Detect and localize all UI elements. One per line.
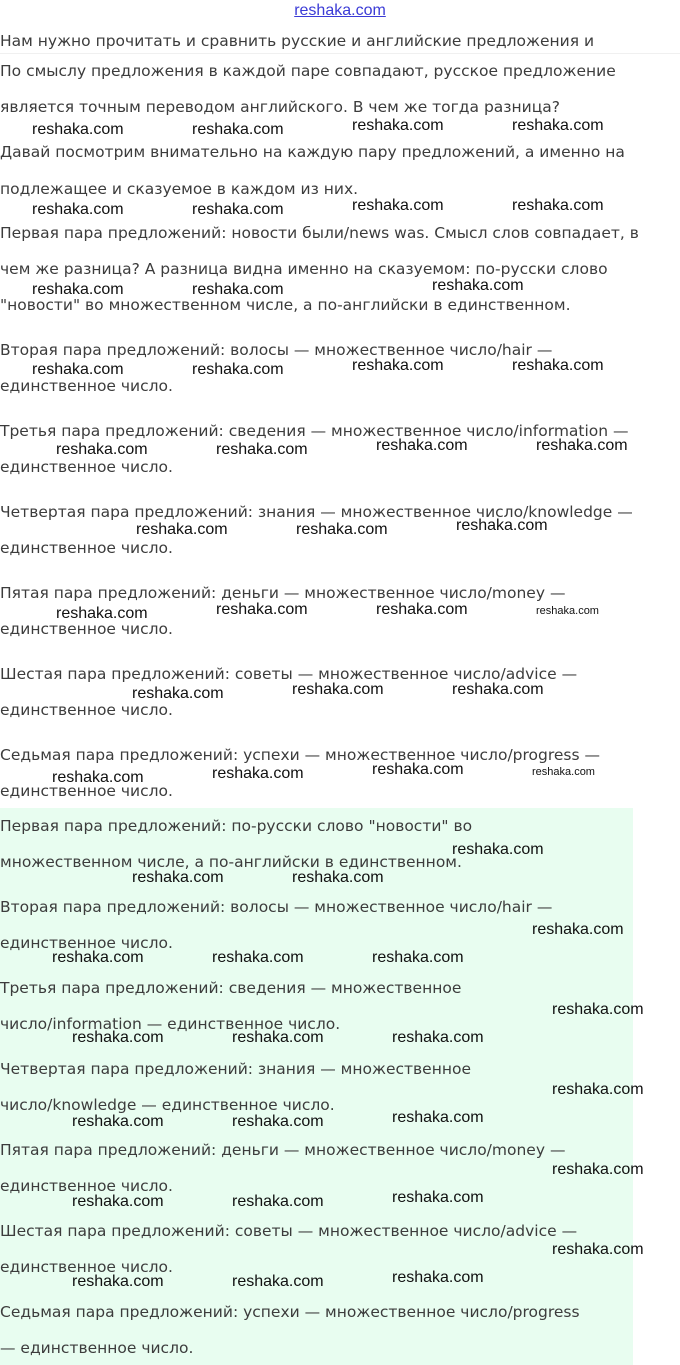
explanation-line: чем же разница? А разница видна именно на сказуемом: по-русски слово [0, 260, 608, 278]
watermark: reshaka.com [72, 1029, 164, 1046]
watermark: reshaka.com [536, 605, 599, 617]
answer-line: Четвертая пара предложений: знания — множественное [0, 1060, 472, 1078]
watermark: reshaka.com [32, 201, 124, 218]
watermark: reshaka.com [32, 281, 124, 298]
watermark: reshaka.com [376, 601, 468, 618]
watermark: reshaka.com [232, 1029, 324, 1046]
watermark: reshaka.com [292, 869, 384, 886]
watermark: reshaka.com [132, 869, 224, 886]
watermark: reshaka.com [52, 949, 144, 966]
watermark: reshaka.com [512, 117, 604, 134]
watermark: reshaka.com [192, 281, 284, 298]
watermark: reshaka.com [72, 1193, 164, 1210]
answer-line: множественном числе, а по-английски в единственном. [0, 853, 462, 871]
watermark: reshaka.com [432, 277, 524, 294]
watermark: reshaka.com [32, 361, 124, 378]
watermark: reshaka.com [212, 765, 304, 782]
watermark: reshaka.com [536, 437, 628, 454]
answer-line: Шестая пара предложений: советы — множественное число/advice — [0, 1222, 578, 1240]
watermark: reshaka.com [392, 1029, 484, 1046]
watermark: reshaka.com [292, 681, 384, 698]
watermark: reshaka.com [512, 357, 604, 374]
watermark: reshaka.com [72, 1113, 164, 1130]
pair-line: Третья пара предложений: сведения — множественное число/information — [0, 422, 629, 440]
watermark: reshaka.com [232, 1193, 324, 1210]
watermark: reshaka.com [56, 441, 148, 458]
explanation-line: Нам нужно прочитать и сравнить русские и английские предложения и [0, 32, 595, 50]
pair-line: единственное число. [0, 377, 173, 395]
watermark: reshaka.com [56, 605, 148, 622]
watermark: reshaka.com [372, 761, 464, 778]
watermark: reshaka.com [32, 121, 124, 138]
watermark: reshaka.com [216, 441, 308, 458]
answer-line: — единственное число. [0, 1339, 194, 1357]
watermark: reshaka.com [552, 1241, 644, 1258]
pair-line: Шестая пара предложений: советы — множественное число/advice — [0, 665, 578, 683]
answer-line: Вторая пара предложений: волосы — множественное число/hair — [0, 898, 553, 916]
watermark: reshaka.com [352, 197, 444, 214]
watermark: reshaka.com [296, 521, 388, 538]
explanation-line: является точным переводом английского. В чем же тогда разница? [0, 98, 561, 116]
watermark: reshaka.com [376, 437, 468, 454]
answer-line: Седьмая пара предложений: успехи — множественное число/progress [0, 1303, 580, 1321]
answer-line: единственное число. [0, 1177, 173, 1195]
watermark: reshaka.com [392, 1109, 484, 1126]
answer-line: Пятая пара предложений: деньги — множественное число/money — [0, 1141, 566, 1159]
watermark: reshaka.com [352, 357, 444, 374]
watermark: reshaka.com [512, 197, 604, 214]
watermark: reshaka.com [452, 681, 544, 698]
explanation-line: "новости" во множественном числе, а по-английски в единственном. [0, 296, 571, 314]
watermark: reshaka.com [232, 1273, 324, 1290]
watermark: reshaka.com [532, 766, 595, 778]
watermark: reshaka.com [136, 521, 228, 538]
watermark: reshaka.com [552, 1081, 644, 1098]
site-header-link[interactable]: reshaka.com [294, 2, 386, 19]
pair-line: Пятая пара предложений: деньги — множественное число/money — [0, 584, 566, 602]
watermark: reshaka.com [192, 361, 284, 378]
pair-line: единственное число. [0, 539, 173, 557]
watermark: reshaka.com [456, 517, 548, 534]
watermark: reshaka.com [552, 1161, 644, 1178]
watermark: reshaka.com [52, 769, 144, 786]
explanation-line: подлежащее и сказуемое в каждом из них. [0, 180, 359, 198]
watermark: reshaka.com [72, 1273, 164, 1290]
answer-line: единственное число. [0, 1258, 173, 1276]
watermark: reshaka.com [392, 1269, 484, 1286]
pair-line: единственное число. [0, 458, 173, 476]
pair-line: единственное число. [0, 701, 173, 719]
watermark: reshaka.com [212, 949, 304, 966]
pair-line: Седьмая пара предложений: успехи — множественное число/progress — [0, 746, 601, 764]
explanation-line: Первая пара предложений: новости были/news was. Смысл слов совпадает, в [0, 224, 639, 242]
watermark: reshaka.com [232, 1113, 324, 1130]
watermark: reshaka.com [132, 685, 224, 702]
watermark: reshaka.com [372, 949, 464, 966]
watermark: reshaka.com [192, 121, 284, 138]
watermark: reshaka.com [352, 117, 444, 134]
pair-line: Четвертая пара предложений: знания — множественное число/knowledge — [0, 503, 633, 521]
watermark: reshaka.com [192, 201, 284, 218]
watermark: reshaka.com [532, 921, 624, 938]
pair-line: единственное число. [0, 782, 173, 800]
pair-line: единственное число. [0, 620, 173, 638]
explanation-line: Давай посмотрим внимательно на каждую пару предложений, а именно на [0, 143, 625, 161]
pair-line: Вторая пара предложений: волосы — множественное число/hair — [0, 341, 553, 359]
divider [0, 53, 680, 54]
watermark: reshaka.com [552, 1001, 644, 1018]
answer-line: число/knowledge — единственное число. [0, 1096, 335, 1114]
answer-line: единственное число. [0, 934, 173, 952]
answer-line: Первая пара предложений: по-русски слово "новости" во [0, 817, 473, 835]
watermark: reshaka.com [452, 841, 544, 858]
watermark: reshaka.com [216, 601, 308, 618]
answer-line: число/information — единственное число. [0, 1015, 341, 1033]
explanation-line: По смыслу предложения в каждой паре совпадают, русское предложение [0, 62, 616, 80]
answer-line: Третья пара предложений: сведения — множественное [0, 979, 462, 997]
watermark: reshaka.com [392, 1189, 484, 1206]
